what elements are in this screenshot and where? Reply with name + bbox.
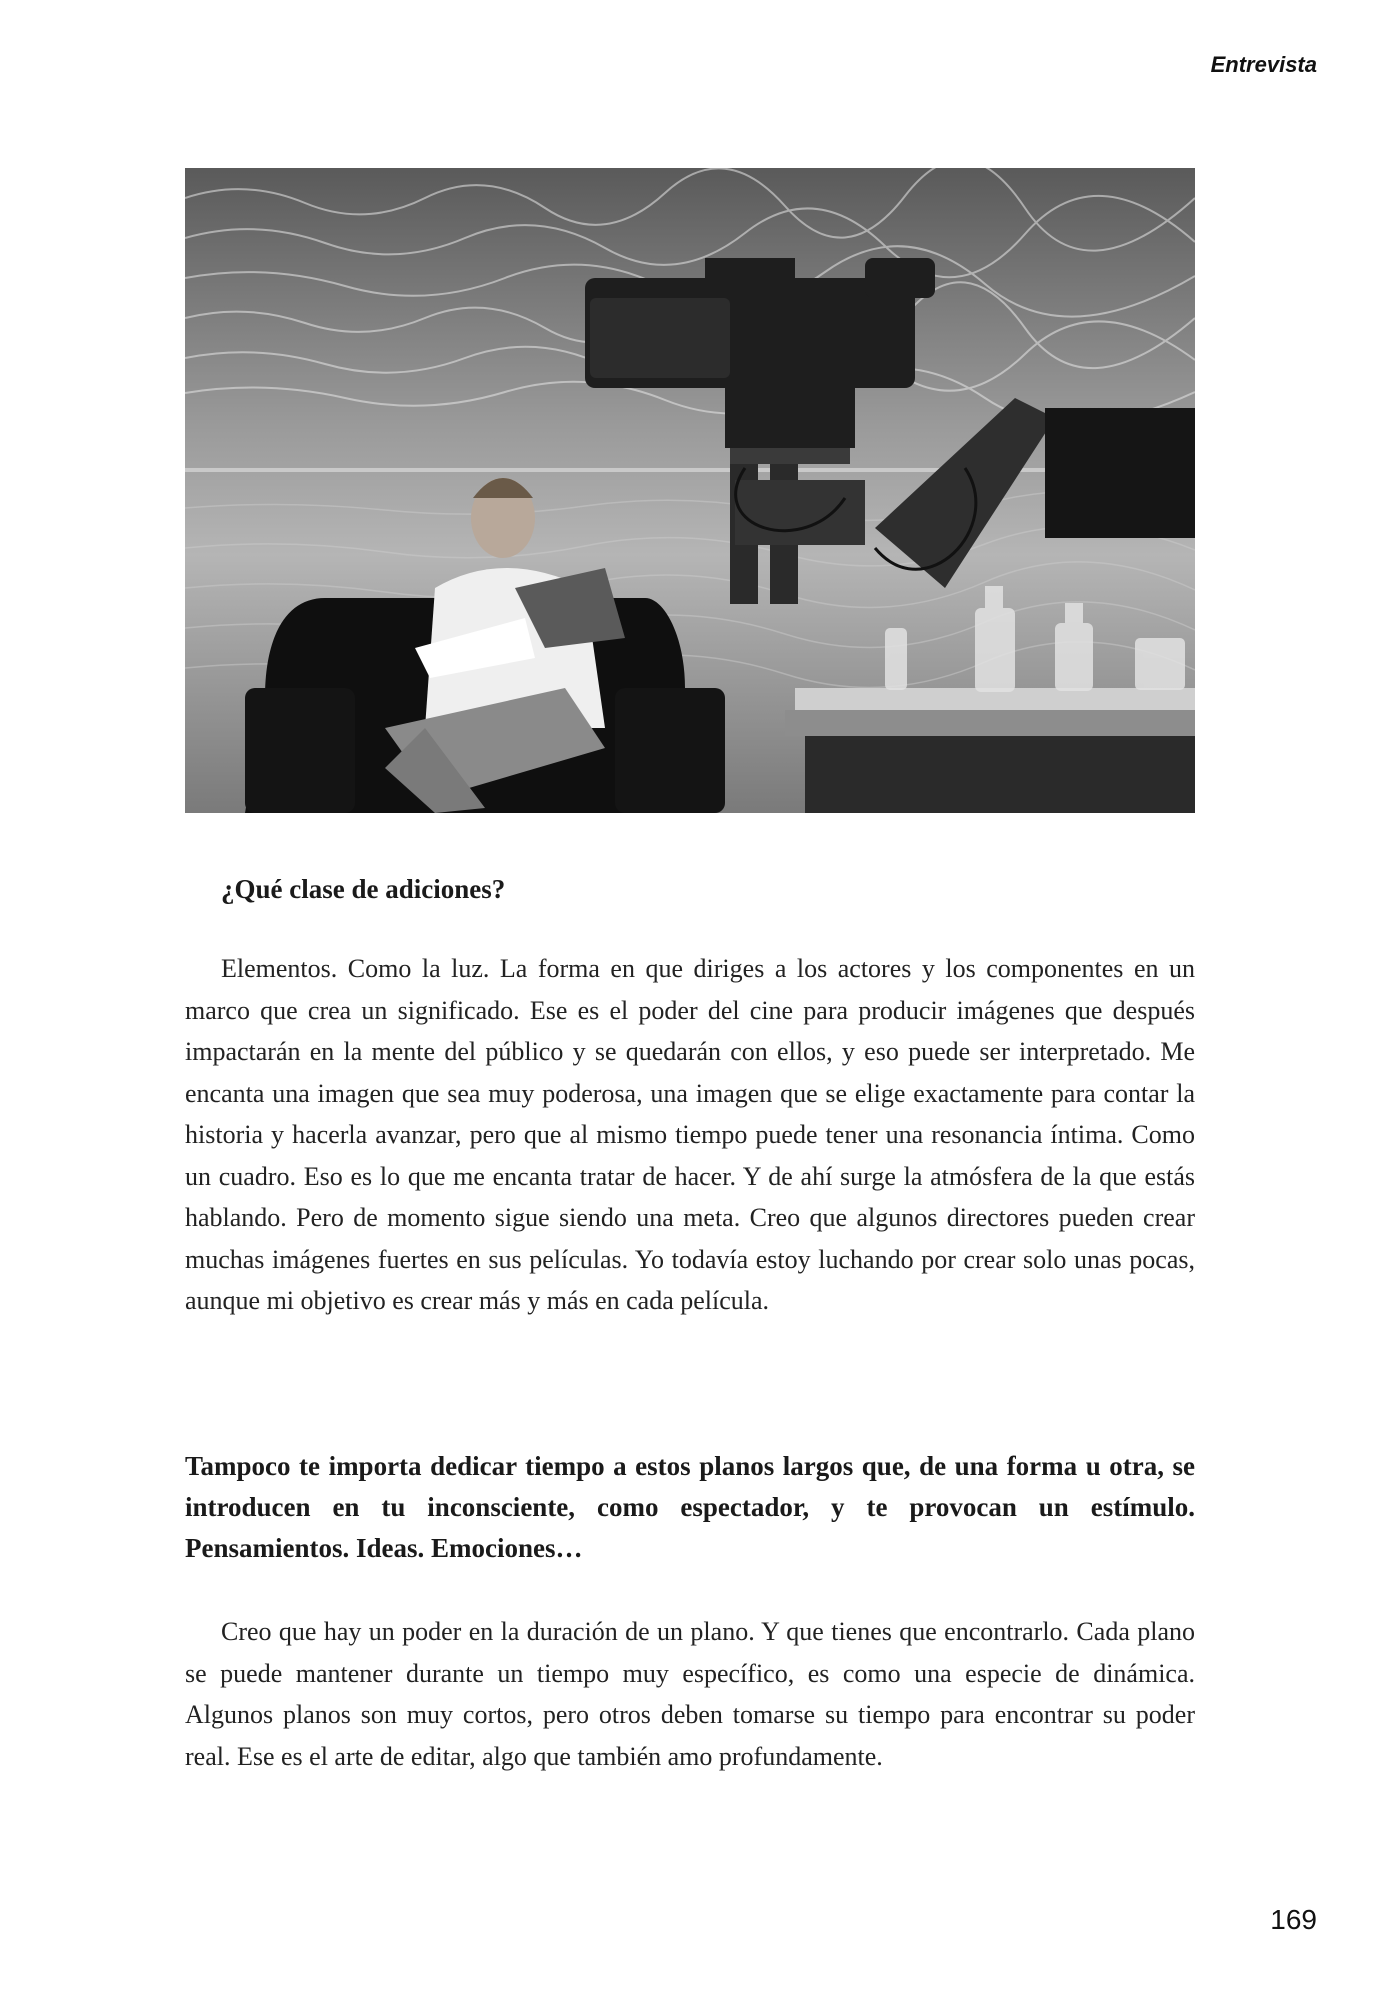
- running-head: Entrevista: [1210, 52, 1317, 77]
- film-set-photo: [185, 168, 1195, 813]
- question-2: Tampoco te importa dedicar tiempo a estos planos largos que, de una forma u otra, se introducen en tu inconsciente, como espectador, y te provocan un estímulo. Pensamientos. Ideas. Emociones…: [185, 1451, 1195, 1563]
- answer-2: Creo que hay un poder en la duración de un plano. Y que tienes que encontrarlo. Cada plano se puede mantener durante un tiempo muy específico, es como una especie de dinámica. Algunos planos son muy cortos, pero otros deben tomarse su tiempo para encontrar su poder real. Ese es el arte de editar, algo que también amo profundamente.: [185, 1617, 1195, 1771]
- question-1: ¿Qué clase de adiciones?: [221, 874, 506, 904]
- answer-1: Elementos. Como la luz. La forma en que diriges a los actores y los componentes en un marco que crea un significado. Ese es el poder del cine para producir imágenes que después impactarán en la mente del público y se quedarán con ellos, y eso puede ser interpretado. Me encanta una imagen que sea muy poderosa, una imagen que se elige exactamente para contar la historia y hacerla avanzar, pero que al mismo tiempo puede tener una resonancia íntima. Como un cuadro. Eso es lo que me encanta tratar de hacer. Y de ahí surge la atmósfera de la que estás hablando. Pero de momento sigue siendo una meta. Creo que algunos directores pueden crear muchas imágenes fuertes en sus películas. Yo todavía estoy luchando por crear solo unas pocas, aunque mi objetivo es crear más y más en cada película.: [185, 954, 1195, 1315]
- page-number: 169: [1270, 1904, 1317, 1935]
